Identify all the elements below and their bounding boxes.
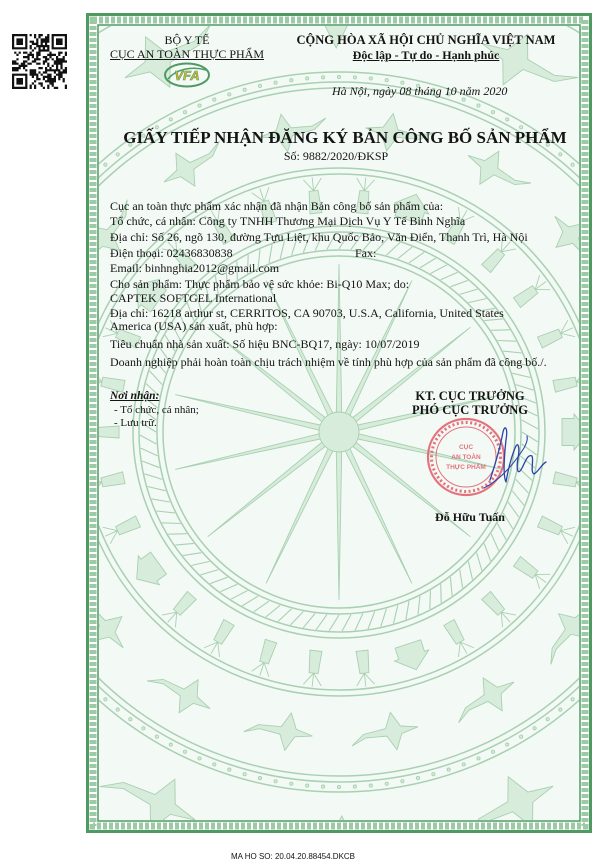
- drum-dot: [116, 153, 119, 156]
- drum-dot: [104, 698, 107, 701]
- drum-large-bird: [601, 641, 605, 755]
- drum-dot: [142, 727, 145, 730]
- drum-dot: [104, 163, 107, 166]
- drum-dot: [506, 118, 509, 121]
- drum-bird: [26, 282, 85, 359]
- drum-bird: [593, 505, 605, 582]
- fax-line: Fax:: [355, 246, 377, 260]
- drum-dot: [274, 780, 277, 783]
- drum-dot: [462, 763, 465, 766]
- drum-dot: [5, 306, 8, 309]
- drum-dot: [50, 222, 53, 225]
- recipients-heading: Nơi nhận:: [110, 390, 160, 402]
- drum-hatch: [491, 330, 510, 331]
- stamp-text: THỰC PHẨM: [446, 464, 486, 471]
- drum-dot: [81, 185, 84, 188]
- drum-dot: [25, 599, 28, 602]
- drum-dot: [546, 718, 549, 721]
- logo-lettering: VFA: [174, 68, 200, 83]
- drum-bird: [16, 390, 54, 458]
- drum-dot: [447, 768, 450, 771]
- drum-dot: [491, 111, 494, 114]
- drum-dot: [183, 111, 186, 114]
- drum-dot: [559, 708, 562, 711]
- manufacturer-line: CAPTEK SOFTGEL International: [110, 291, 277, 305]
- drum-dot: [477, 757, 480, 760]
- drum-hatch: [168, 534, 187, 535]
- drum-dot: [462, 98, 465, 101]
- drum-bird: [21, 490, 80, 567]
- responsibility-line: Doanh nghiệp phải hoàn toàn chịu trách nhiệm về tính phù hợp của sản phẩm đã công bố./.: [110, 355, 547, 369]
- drum-dot: [25, 262, 28, 265]
- manufacturer-address-line: Địa chỉ: 16218 arthur st, CERRITOS, CA 90703, U.S.A, California, United States: [110, 306, 504, 320]
- manufacturer-address-continued: America (USA) sản xuất, phù hợp:: [110, 319, 278, 333]
- drum-dot: [11, 291, 14, 294]
- drum-dot: [594, 676, 597, 679]
- drum-star-center: [319, 412, 359, 452]
- drum-dot: [416, 777, 419, 780]
- stamp-text: AN TOÀN: [451, 454, 481, 461]
- drum-dot: [353, 785, 356, 788]
- drum-dot: [385, 782, 388, 785]
- drum-dot: [369, 784, 372, 787]
- qr-code: [12, 34, 67, 89]
- drum-dot: [50, 639, 53, 642]
- drum-dot: [155, 735, 158, 738]
- drum-dot: [60, 209, 63, 212]
- drum-dot: [243, 88, 246, 91]
- recipient-item: - Tổ chức, cá nhân;: [114, 404, 199, 416]
- country-name: CỘNG HÒA XÃ HỘI CHỦ NGHĨA VIỆT NAM: [296, 33, 556, 47]
- national-motto: Độc lập - Tự do - Hạnh phúc: [352, 48, 500, 62]
- drum-dot: [322, 785, 325, 788]
- agency-name: CỤC AN TOÀN THỰC PHẨM: [109, 47, 264, 61]
- drum-dot: [228, 93, 231, 96]
- signature-stroke: [490, 428, 546, 482]
- drum-dot: [290, 782, 293, 785]
- drum-dot: [81, 676, 84, 679]
- signatory-position: PHÓ CỤC TRƯỞNG: [412, 403, 528, 417]
- address-line: Địa chỉ: Số 26, ngõ 130, đường Tựu Liệt, khu Quốc Bảo, Văn Điển, Thanh Trì, Hà Nội: [110, 230, 528, 244]
- drum-dot: [33, 248, 36, 251]
- drum-dot: [506, 743, 509, 746]
- intro-line: Cục an toàn thực phẩm xác nhận đã nhận Bản công bố sản phẩm của:: [110, 199, 444, 213]
- email-line: Email: binhnghia2012@gmail.com: [110, 261, 280, 275]
- drum-dot: [520, 735, 523, 738]
- signer-name: Đỗ Hữu Tuấn: [435, 510, 505, 524]
- ministry-name: BỘ Y TẾ: [164, 33, 210, 47]
- signatory-title: KT. CỤC TRƯỞNG: [415, 389, 525, 403]
- drum-dot: [306, 77, 309, 80]
- document-number: Số: 9882/2020/ĐKSP: [283, 149, 389, 163]
- document-title: GIẤY TIẾP NHẬN ĐĂNG KÝ BẢN CÔNG BỐ SẢN PHẨM: [123, 128, 567, 147]
- drum-dot: [18, 584, 21, 587]
- stamp-text: CỤC: [458, 444, 474, 451]
- drum-dot: [70, 197, 73, 200]
- place-and-date: Hà Nội, ngày 08 tháng 10 năm 2020: [332, 84, 508, 98]
- drum-dot: [369, 77, 372, 80]
- drum-hatch: [441, 584, 442, 603]
- drum-dot: [5, 555, 8, 558]
- drum-dot: [183, 750, 186, 753]
- phone-line: Điện thoại: 02436830838: [110, 246, 233, 260]
- drum-dot: [198, 104, 201, 107]
- drum-hatch: [162, 523, 181, 524]
- drum-dot: [169, 118, 172, 121]
- drum-dot: [243, 773, 246, 776]
- standard-line: Tiêu chuẩn nhà sản xuất: Số hiệu BNC-BQ17, ngày: 10/07/2019: [110, 337, 420, 351]
- drum-dot: [353, 76, 356, 79]
- drum-dot: [337, 785, 340, 788]
- drum-dot: [594, 185, 597, 188]
- drum-dot: [385, 79, 388, 82]
- drum-dot: [41, 235, 44, 238]
- drum-dot: [477, 104, 480, 107]
- drum-dot: [571, 698, 574, 701]
- drum-dot: [559, 153, 562, 156]
- drum-dot: [213, 763, 216, 766]
- drum-large-bird: [0, 109, 77, 223]
- organization-line: Tổ chức, cá nhân: Công ty TNHH Thương Mại Dịch Vụ Y Tế Bình Nghĩa: [110, 214, 466, 228]
- drum-dot: [491, 750, 494, 753]
- drum-dot: [41, 626, 44, 629]
- drum-dot: [322, 76, 325, 79]
- drum-dot: [571, 163, 574, 166]
- handwritten-signature: [470, 418, 555, 498]
- drum-dot: [33, 613, 36, 616]
- file-code: MA HO SO: 20.04.20.88454.DKCB: [230, 852, 356, 861]
- qr-modules: [12, 34, 67, 89]
- drum-dot: [129, 718, 132, 721]
- drum-bird: [598, 297, 605, 374]
- drum-dot: [533, 727, 536, 730]
- drum-dot: [306, 784, 309, 787]
- drum-dot: [337, 75, 340, 78]
- drum-hatch: [498, 341, 517, 342]
- drum-dot: [290, 79, 293, 82]
- recipient-item: - Lưu trữ.: [114, 417, 157, 429]
- drum-dot: [198, 757, 201, 760]
- drum-dot: [258, 84, 261, 87]
- drum-dot: [11, 570, 14, 573]
- drum-dot: [18, 276, 21, 279]
- product-line: Cho sản phẩm: Thực phẩm bảo vệ sức khỏe: Bi-Q10 Max; do:: [110, 277, 410, 291]
- drum-dot: [60, 652, 63, 655]
- drum-dot: [274, 81, 277, 84]
- drum-dot: [0, 540, 3, 543]
- drum-dot: [70, 664, 73, 667]
- drum-dot: [432, 773, 435, 776]
- drum-dot: [116, 708, 119, 711]
- drum-dot: [169, 743, 172, 746]
- drum-dot: [0, 321, 3, 324]
- drum-dot: [258, 777, 261, 780]
- vfa-logo: [162, 61, 212, 89]
- drum-dot: [228, 768, 231, 771]
- drum-hatch: [430, 591, 431, 610]
- drum-dot: [213, 98, 216, 101]
- drum-large-bird: [0, 623, 63, 737]
- drum-dot: [401, 780, 404, 783]
